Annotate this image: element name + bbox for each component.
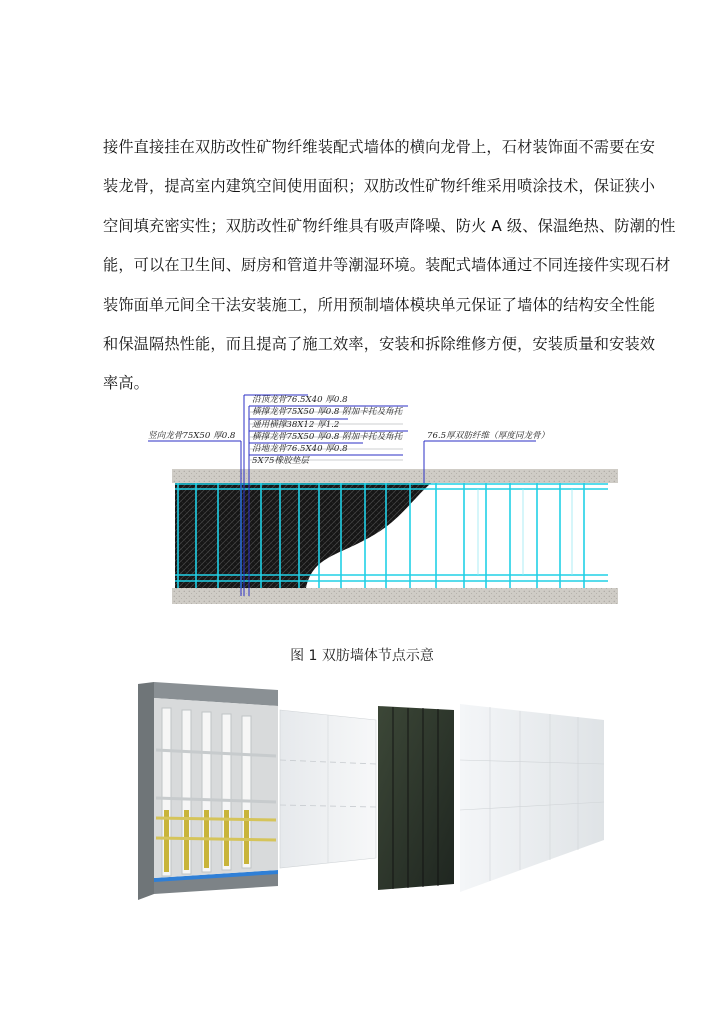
label-horizontal-brace-1: 横撑龙骨75X50 厚0.8 附加卡托及角托: [252, 407, 403, 417]
paragraph-line-7: 率高。: [103, 374, 150, 393]
stone-panel: [460, 704, 604, 892]
figure-1-caption: 图 1 双肪墙体节点示意: [290, 648, 434, 664]
paragraph-line-2: 装龙骨，提高室内建筑空间使用面积；双肪改性矿物纤维采用喷涂技术，保证狭小: [103, 177, 656, 196]
paragraph-line-1: 接件直接挂在双肪改性矿物纤维装配式墙体的横向龙骨上，石材装饰面不需要在安: [103, 138, 656, 156]
top-slab: [172, 469, 618, 483]
paragraph-line-3: 空间填充密实性；双肪改性矿物纤维具有吸声降噪、防火 A 级、保温绝热、防潮的性: [103, 216, 676, 235]
label-general-brace: 通用横撑38X12 厚1.2: [252, 420, 340, 430]
wall-assembly-rendering: [130, 680, 610, 900]
paragraph-line-5: 装饰面单元间全干法安装施工，所用预制墙体模块单元保证了墙体的结构安全性能: [103, 295, 656, 314]
label-top-track: 沿顶龙骨76.5X40 厚0.8: [252, 395, 348, 405]
gypsum-board: [280, 710, 376, 868]
wall-node-drawing: [148, 390, 618, 612]
bottom-slab: [172, 588, 618, 604]
label-bottom-track: 沿地龙骨76.5X40 厚0.8: [252, 444, 348, 454]
paragraph-line-6: 和保温隔热性能，而且提高了施工效率，安装和拆除维修方便，安装质量和安装效: [103, 335, 656, 354]
body-paragraph: [103, 128, 676, 404]
fiber-layer: [378, 706, 454, 890]
label-fiber-thickness: 76.5厚双肪纤维（厚度同龙骨）: [427, 431, 550, 441]
label-rubber-pad: 5X75橡胶垫层: [252, 456, 309, 466]
frame-module: [138, 682, 278, 900]
label-vertical-stud: 竖向龙骨75X50 厚0.8: [148, 431, 236, 441]
paragraph-line-4: 能，可以在卫生间、厨房和管道井等潮湿环境。装配式墙体通过不同连接件实现石材: [103, 256, 671, 275]
label-horizontal-brace-2: 横撑龙骨75X50 厚0.8 附加卡托及角托: [252, 432, 403, 442]
